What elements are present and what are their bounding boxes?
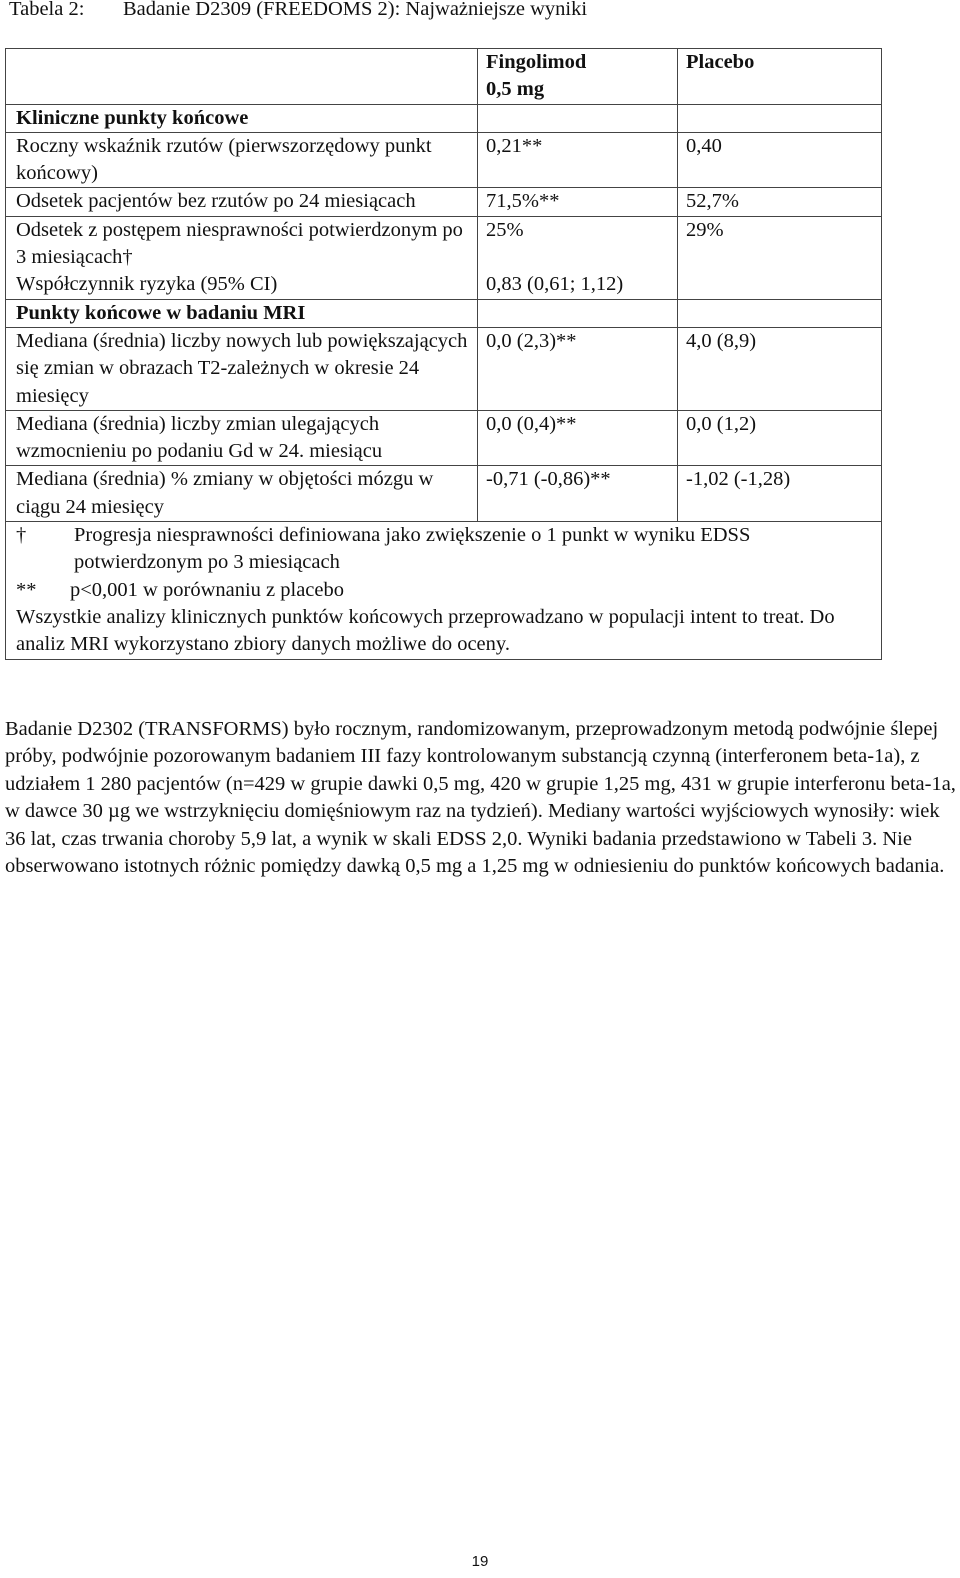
table-row [6,216,882,271]
row-placebo-value: 52,7% [678,188,882,216]
row-placebo-value [678,271,882,299]
row-label: Mediana (średnia) % zmiany w objętości mózgu w ciągu 24 miesięcy [6,466,478,522]
table-footnotes [6,522,882,659]
table-caption-label: Tabela 2: [9,0,85,20]
header-fingolimod-dose: 0,5 mg [486,78,545,101]
page-number: 19 [471,1553,489,1570]
header-placebo: Placebo [678,49,882,105]
table-section-row [6,299,882,327]
row-fingolimod-value: 71,5%** [478,188,678,216]
section-clinical-endpoints: Kliniczne punkty końcowe [6,104,478,132]
row-placebo-value: 4,0 (8,9) [678,327,882,410]
row-fingolimod-value: 0,0 (0,4)** [478,410,678,466]
table-row [6,410,882,466]
footnote-analysis-note: Wszystkie analizy klinicznych punktów końcowych przeprowadzano w populacji intent to treat. Do analiz MRI wykorzystano zbiory danych możliwe do oceny. [16,605,835,656]
row-placebo-value: 29% [678,216,882,271]
results-table [5,48,882,660]
section-mri-endpoints: Punkty końcowe w badaniu MRI [6,299,478,327]
row-fingolimod-value: 0,0 (2,3)** [478,327,678,410]
table-row [6,188,882,216]
row-placebo-value: 0,40 [678,132,882,188]
row-fingolimod-value: 0,83 (0,61; 1,12) [478,271,678,299]
footnote-dagger [16,522,873,577]
table-row [6,327,882,410]
row-label: Odsetek pacjentów bez rzutów po 24 miesiącach [6,188,478,216]
row-fingolimod-value: -0,71 (-0,86)** [478,466,678,522]
table-caption-title: Badanie D2309 (FREEDOMS 2): Najważniejsze wyniki [123,0,588,20]
row-label: Współczynnik ryzyka (95% CI) [6,271,478,299]
table-row [6,271,882,299]
body-paragraph: Badanie D2302 (TRANSFORMS) było rocznym, randomizowanym, przeprowadzonym metodą podwójnie ślepej próby, podwójnie pozorowanym badaniem III fazy kontrolowanym substancją czynną (interferonem beta-1a), z udziałem 1 280 pacjentów (n=429 w grupie dawki 0,5 mg, 420 w grupie 1,25 mg, 431 w grupie interferonu beta-1a, w dawce 30 µg we wstrzyknięciu domięśniowym raz na tydzień). Mediany wartości wyjściowych wynosiły: wiek 36 lat, czas trwania choroby 5,9 lat, a wynik w skali EDSS 2,0. Wyniki badania przedstawiono w Tabeli 3. Nie obserwowano istotnych różnic pomiędzy dawką 0,5 mg a 1,25 mg w odniesieniu do punktów końcowych badania. [5,718,956,878]
row-placebo-value: -1,02 (-1,28) [678,466,882,522]
footnote-double-asterisk [16,577,873,604]
header-fingolimod [478,49,678,105]
table-header-row [6,49,882,105]
row-placebo-value: 0,0 (1,2) [678,410,882,466]
row-label: Roczny wskaźnik rzutów (pierwszorzędowy punkt końcowy) [6,132,478,188]
footnote-dagger-text: Progresja niesprawności definiowana jako zwiększenie o 1 punkt w wyniku EDSS potwierdzonym po 3 miesiącach [74,524,751,574]
footnote-asterisk-symbol: ** [16,578,37,601]
header-empty-cell [6,49,478,105]
header-fingolimod-name: Fingolimod [486,51,587,73]
row-label: Mediana (średnia) liczby nowych lub powiększających się zmian w obrazach T2-zależnych w okresie 24 miesięcy [6,327,478,410]
row-label: Odsetek z postępem niesprawności potwierdzonym po 3 miesiącach† [6,216,478,271]
row-label: Mediana (średnia) liczby zmian ulegających wzmocnieniu po podaniu Gd w 24. miesiącu [6,410,478,466]
table-footnotes-row [6,522,882,659]
row-fingolimod-value: 25% [478,216,678,271]
table-row [6,132,882,188]
table-section-row [6,104,882,132]
footnote-asterisk-text: p<0,001 w porównaniu z placebo [70,578,345,601]
row-fingolimod-value: 0,21** [478,132,678,188]
footnote-dagger-symbol: † [16,524,27,547]
table-caption [9,0,587,23]
table-row [6,466,882,522]
